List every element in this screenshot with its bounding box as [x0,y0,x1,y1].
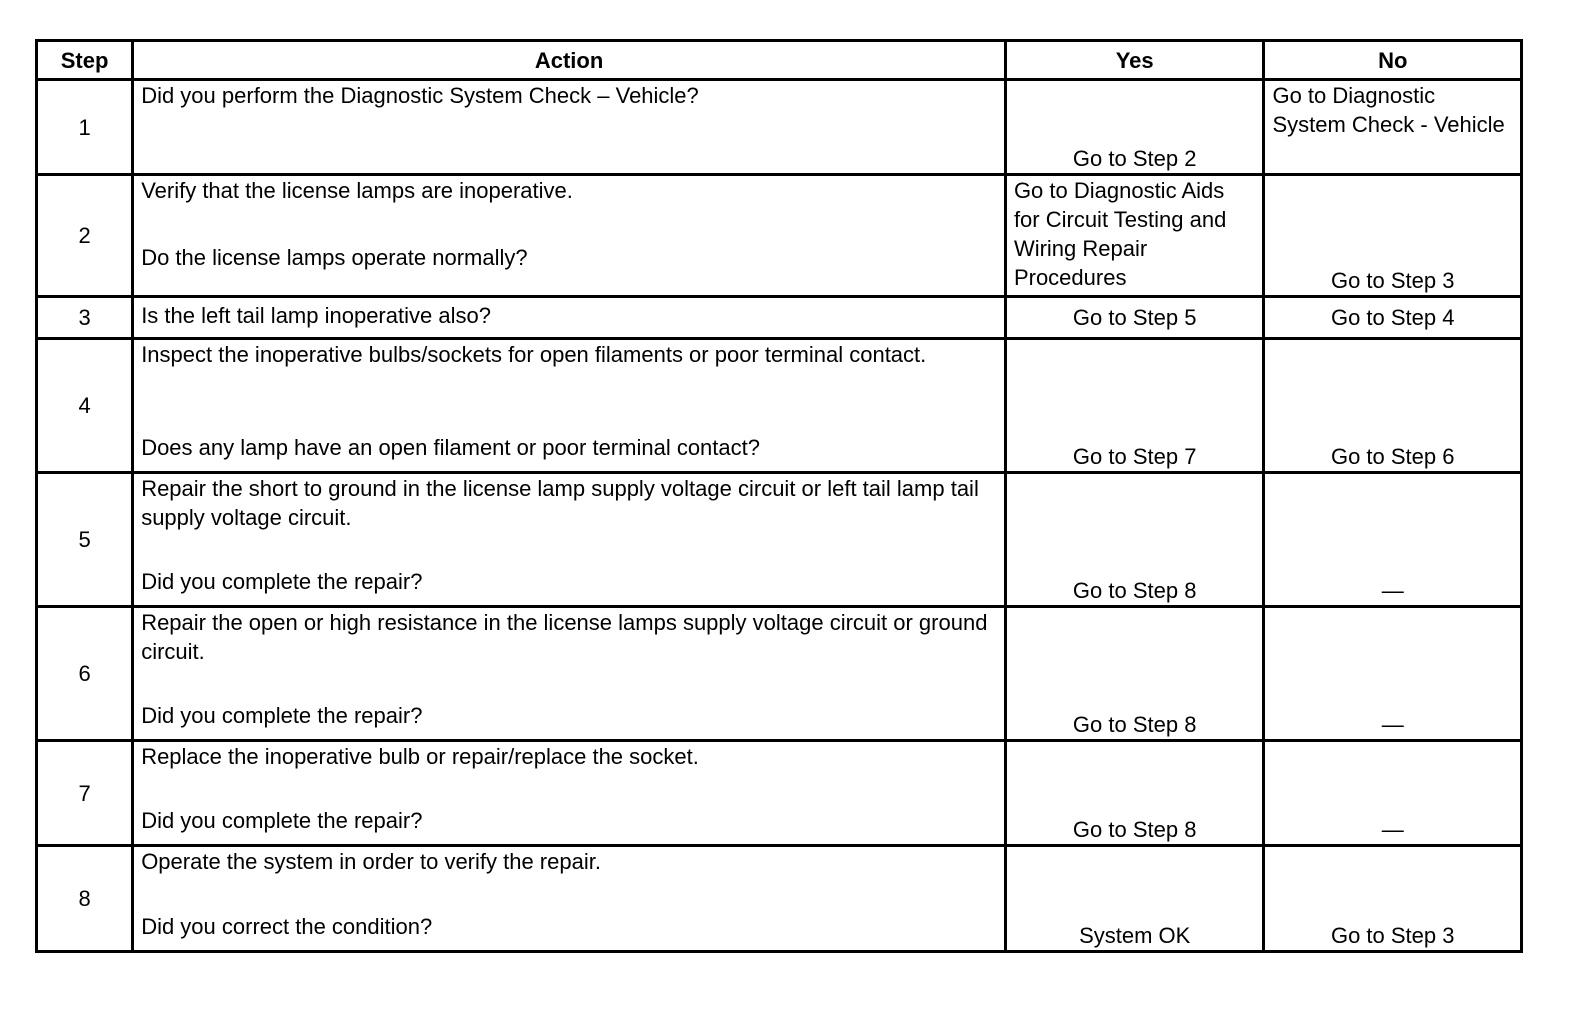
header-action: Action [133,41,1006,80]
action-text: Did you perform the Diagnostic System Check – Vehicle? [141,83,699,108]
step-number: 4 [37,339,133,473]
action-text: Operate the system in order to verify the repair. [141,849,601,874]
no-result: Go to Step 6 [1264,339,1522,473]
header-yes: Yes [1005,41,1264,80]
yes-result: Go to Step 5 [1005,297,1264,339]
table-row [37,741,1522,846]
diagnostic-table [35,39,1523,953]
action-cell [133,846,1006,952]
yes-result: Go to Diagnostic Aids for Circuit Testing and Wiring Repair Procedures [1005,175,1264,297]
yes-result: Go to Step 2 [1005,80,1264,175]
action-text: Repair the open or high resistance in the license lamps supply voltage circuit or ground circuit. [141,610,988,664]
no-result: — [1264,473,1522,607]
action-question: Did you complete the repair? [141,569,423,594]
step-number: 7 [37,741,133,846]
action-question: Did you complete the repair? [141,808,423,833]
no-result: Go to Step 3 [1264,175,1522,297]
header-no: No [1264,41,1522,80]
step-number: 1 [37,80,133,175]
action-question: Does any lamp have an open filament or poor terminal contact? [141,435,760,460]
action-cell [133,607,1006,741]
action-question: Did you correct the condition? [141,914,433,939]
action-text: Repair the short to ground in the license lamp supply voltage circuit or left tail lamp tail supply voltage circuit. [141,476,979,530]
step-number: 3 [37,297,133,339]
action-cell [133,339,1006,473]
table-row [37,473,1522,607]
table-row [37,297,1522,339]
yes-result: System OK [1005,846,1264,952]
yes-result: Go to Step 8 [1005,741,1264,846]
action-cell [133,175,1006,297]
step-number: 2 [37,175,133,297]
action-cell [133,473,1006,607]
step-number: 8 [37,846,133,952]
action-question: Did you complete the repair? [141,703,423,728]
step-number: 5 [37,473,133,607]
action-cell [133,297,1006,339]
action-cell [133,741,1006,846]
action-question: Do the license lamps operate normally? [141,245,528,270]
no-result: — [1264,741,1522,846]
table-row [37,80,1522,175]
action-text: Verify that the license lamps are inoperative. [141,178,573,203]
header-row [37,41,1522,80]
no-result: Go to Step 4 [1264,297,1522,339]
step-number: 6 [37,607,133,741]
no-result: Go to Step 3 [1264,846,1522,952]
table-row [37,339,1522,473]
yes-result: Go to Step 8 [1005,607,1264,741]
action-text: Inspect the inoperative bulbs/sockets for open filaments or poor terminal contact. [141,342,927,367]
table-row [37,846,1522,952]
no-result: Go to Diagnostic System Check - Vehicle [1264,80,1522,175]
yes-result: Go to Step 7 [1005,339,1264,473]
action-text: Replace the inoperative bulb or repair/replace the socket. [141,744,699,769]
yes-result: Go to Step 8 [1005,473,1264,607]
table-row [37,175,1522,297]
action-text: Is the left tail lamp inoperative also? [141,303,491,328]
no-result: — [1264,607,1522,741]
action-cell [133,80,1006,175]
header-step: Step [37,41,133,80]
table-row [37,607,1522,741]
